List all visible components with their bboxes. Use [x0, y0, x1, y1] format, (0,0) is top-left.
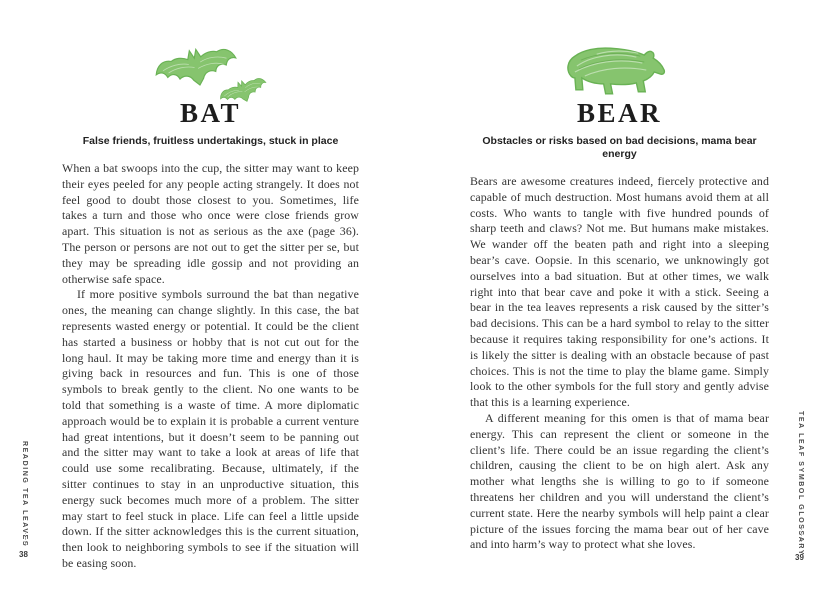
left-dotted-rule [25, 533, 26, 546]
symbol-title-bear: BEAR [576, 98, 662, 128]
left-sidebar-label: READING TEA LEAVES [21, 441, 28, 548]
bear-paragraph-2: A different meaning for this omen is that of mama bear energy. This can represent the client or someone in the client’s life. There could be an issue regarding the client’s children, causing the client to be on high alert. Ask any mother what lengths she is willing to go to if someone threatens her children and you will understand the client’s current state. Here the nearby symbols will help paint a clear picture of the issues forcing the mama bear out of her cave and into harm’s way to protect what she loves. [470, 410, 769, 552]
right-page [414, 0, 828, 594]
bat-paragraph-1: When a bat swoops into the cup, the sitter may want to keep their eyes peeled for any people acting strangely. It does not feel good to doubt those closest to you. Sometimes, life takes a turn and those who once were close friends grow apart. This situation is not as serious as the axe (page 36). The person or persons are not out to get the sitter per se, but they may be spreading idle gossip and not providing an otherwise safe space. [62, 161, 359, 286]
right-page-header [470, 0, 769, 161]
right-dotted-rule [801, 528, 802, 546]
bear-body-text [470, 174, 769, 553]
right-sidebar-label: TEA LEAF SYMBOL GLOSSARY [797, 411, 804, 557]
bat-illustration [62, 44, 359, 104]
bear-paragraph-1: Bears are awesome creatures indeed, fiercely protective and capable of much destruction. Most humans avoid them at all costs. Who wants to tangle with five hundred pounds of sharp teeth and claws? Not me. But humans make mistakes. We wander off the beaten path and right into a sleeping bear’s cave. Oopsie. In this scenario, we unknowingly got ourselves into a bad situation. But at other times, we walk right into that bear cave and poke it with a stick. Seeing a bear in the tea leaves represents a risk caused by the sitter’s bad decisions. This can be a hard symbol to relay to the sitter because it requires taking responsibility for one’s actions. It is likely the sitter is dealing with an obstacle because of past choices. This is not the time to play the blame game. Simply look to the other symbols for the full story and gently advise that this is a learning experience. [470, 174, 769, 410]
symbol-subtitle-bear: Obstacles or risks based on bad decisions, mama bear energy [482, 135, 757, 160]
left-page-header [62, 0, 359, 148]
right-page-number: 39 [795, 553, 804, 562]
left-page-number: 38 [19, 550, 28, 559]
bat-paragraph-2: If more positive symbols surround the bat than negative ones, the meaning can change slightly. In this case, the bat represents wasted energy or potential. It could be the client has started a business or hobby that is not cut out for the long haul. It may be taking more time and energy than it is giving back in resources and fun. This is one of those symbols to break gently to the client. No one wants to be told that something is a waste of time. A more diplomatic approach would be to explain it is probable a current venture had great intentions, but it doesn’t seem to be panning out and the sitter may want to take a look at areas of life that could use some recalibrating. Because, ultimately, if the sitter continues to stay in an unproductive situation, this energy suck becomes much more of a problem. The sitter may start to feel stuck in place. Life can feel a little upside down. If the sitter acknowledges this is the current situation, then look to neighboring symbols to see if the situation will be easing soon. [62, 287, 359, 570]
bear-illustration [470, 44, 769, 104]
symbol-subtitle-bat: False friends, fruitless undertakings, stuck in place [82, 135, 339, 147]
symbol-title-bat: BAT [179, 98, 241, 128]
bat-body-text [62, 161, 359, 572]
